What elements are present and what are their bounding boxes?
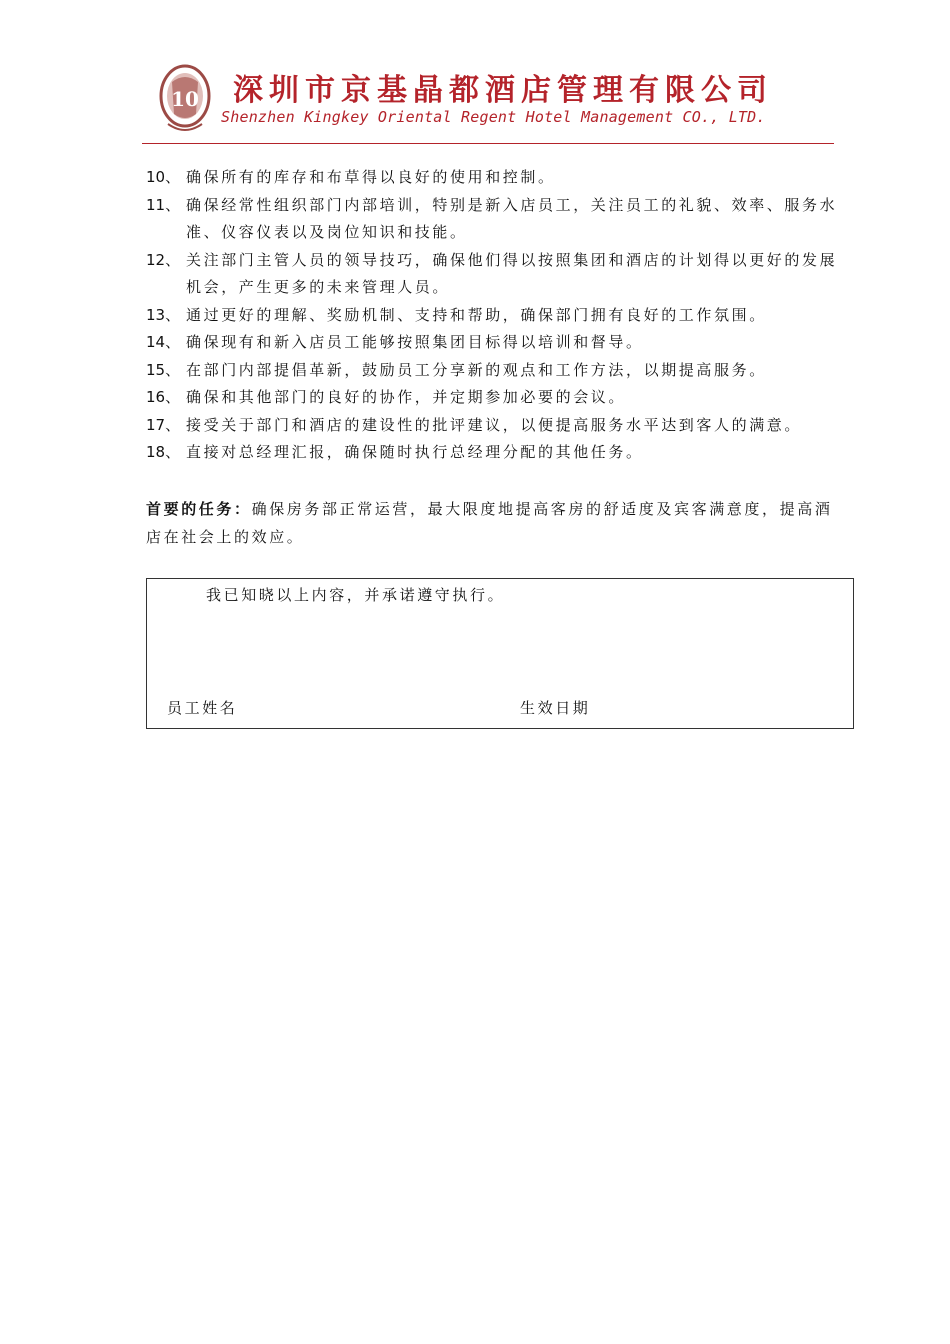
list-item <box>146 384 846 412</box>
acknowledgement-statement: 我已知晓以上内容，并承诺遵守执行。 <box>206 586 506 604</box>
company-logo <box>158 62 212 138</box>
item-text: 接受关于部门和酒店的建设性的批评建议，以便提高服务水平达到客人的满意。 <box>186 415 803 434</box>
list-item <box>146 302 846 330</box>
item-number: 10、 <box>146 168 181 186</box>
item-number: 14、 <box>146 333 181 351</box>
item-number: 13、 <box>146 305 181 324</box>
list-item <box>146 357 846 385</box>
duties-list <box>146 164 846 467</box>
acknowledgement-box <box>146 578 854 729</box>
list-item <box>146 439 846 467</box>
company-name-en: Shenzhen Kingkey Oriental Regent Hotel Management CO., LTD. <box>221 108 766 126</box>
item-number: 17、 <box>146 415 181 434</box>
item-number: 12、 <box>146 250 181 269</box>
employee-name-label: 员工姓名 <box>167 699 238 717</box>
item-text: 确保所有的库存和布草得以良好的使用和控制。 <box>186 168 556 186</box>
item-text: 确保现有和新入店员工能够按照集团目标得以培训和督导。 <box>186 333 644 351</box>
item-text: 关注部门主管人员的领导技巧，确保他们得以按照集团和酒店的计划得以更好的发展机会，产生更多的未来管理人员。 <box>186 250 838 296</box>
item-text: 通过更好的理解、奖励机制、支持和帮助，确保部门拥有良好的工作氛围。 <box>186 305 767 324</box>
item-text: 直接对总经理汇报，确保随时执行总经理分配的其他任务。 <box>186 443 644 461</box>
primary-task-text: 确保房务部正常运营，最大限度地提高客房的舒适度及宾客满意度，提高酒店在社会上的效应。 <box>146 500 833 546</box>
item-text: 确保和其他部门的良好的协作，并定期参加必要的会议。 <box>186 388 627 406</box>
company-name-cn: 深圳市京基晶都酒店管理有限公司 <box>233 73 773 108</box>
list-item <box>146 412 846 440</box>
primary-task-label: 首要的任务： <box>146 500 252 518</box>
item-text: 确保经常性组织部门内部培训，特别是新入店员工，关注员工的礼貌、效率、服务水准、仪容仪表以及岗位知识和技能。 <box>186 195 838 241</box>
svg-text:10: 10 <box>171 87 199 111</box>
list-item <box>146 247 846 302</box>
item-number: 11、 <box>146 195 181 214</box>
header-divider <box>142 143 834 144</box>
list-item <box>146 329 846 357</box>
effective-date-label: 生效日期 <box>520 699 591 717</box>
item-text: 在部门内部提倡革新，鼓励员工分享新的观点和工作方法，以期提高服务。 <box>186 360 767 379</box>
item-number: 18、 <box>146 443 181 461</box>
item-number: 16、 <box>146 388 181 406</box>
list-item <box>146 192 846 247</box>
list-item <box>146 164 846 192</box>
item-number: 15、 <box>146 360 181 379</box>
primary-task <box>146 495 846 551</box>
